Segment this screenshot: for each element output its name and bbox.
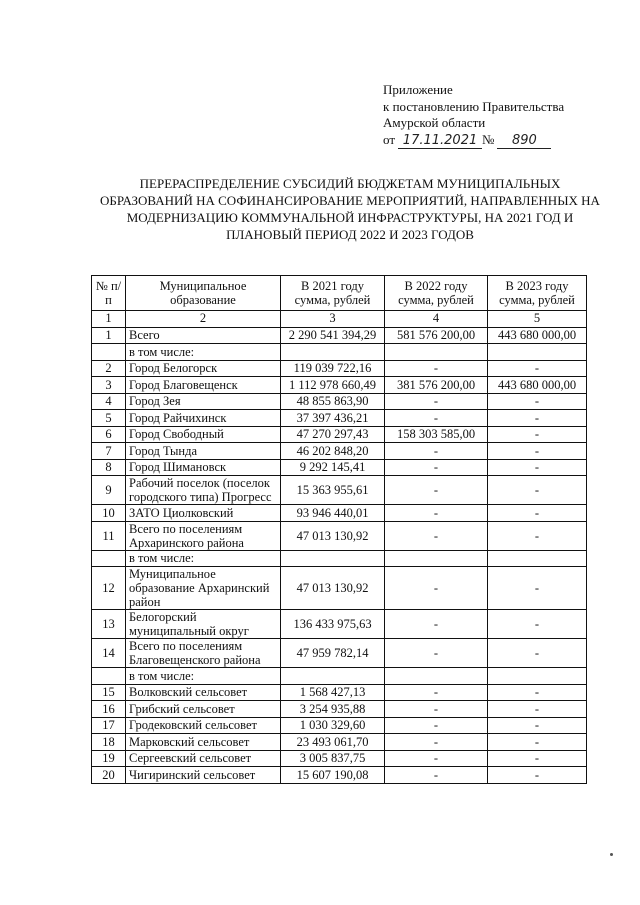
table-row <box>92 639 587 668</box>
municipality-name: Город Тында <box>126 443 281 460</box>
row-number: 10 <box>92 505 126 522</box>
amount-2021: 9 292 145,41 <box>281 459 385 476</box>
table-row <box>92 734 587 751</box>
amount-2021: 1 030 329,60 <box>281 717 385 734</box>
municipality-name: в том числе: <box>126 344 281 361</box>
table-row <box>92 521 587 550</box>
amount-2023: - <box>488 443 587 460</box>
column-index: 3 <box>281 311 385 328</box>
amount-2021: 23 493 061,70 <box>281 734 385 751</box>
amount-2021: 47 013 130,92 <box>281 521 385 550</box>
column-index: 4 <box>385 311 488 328</box>
municipality-name: Чигиринский сельсовет <box>126 767 281 784</box>
amount-2022: - <box>385 701 488 718</box>
municipality-name: Город Свободный <box>126 426 281 443</box>
table-row <box>92 505 587 522</box>
municipality-name: Грибский сельсовет <box>126 701 281 718</box>
row-number: 12 <box>92 567 126 610</box>
appendix-line-2: к постановлению Правительства <box>383 98 565 114</box>
row-number: 5 <box>92 410 126 427</box>
appendix-block <box>383 82 623 149</box>
column-index-row <box>92 311 587 328</box>
amount-2023: - <box>488 750 587 767</box>
amount-2021 <box>281 668 385 685</box>
amount-2023: - <box>488 567 587 610</box>
table-row <box>92 610 587 639</box>
amount-2021: 15 363 955,61 <box>281 476 385 505</box>
table-row <box>92 567 587 610</box>
resolution-signature <box>383 132 623 149</box>
row-number: 19 <box>92 750 126 767</box>
amount-2021: 1 568 427,13 <box>281 684 385 701</box>
amount-2023: - <box>488 393 587 410</box>
table-row <box>92 701 587 718</box>
table-row <box>92 750 587 767</box>
amount-2022: - <box>385 393 488 410</box>
municipality-name: Город Райчихинск <box>126 410 281 427</box>
table-row <box>92 684 587 701</box>
amount-2023: 443 680 000,00 <box>488 377 587 394</box>
amount-2021: 48 855 863,90 <box>281 393 385 410</box>
amount-2022: - <box>385 639 488 668</box>
amount-2023: - <box>488 410 587 427</box>
table-row <box>92 360 587 377</box>
amount-2023: - <box>488 734 587 751</box>
document-title: ПЕРЕРАСПРЕДЕЛЕНИЕ СУБСИДИЙ БЮДЖЕТАМ МУНИЦИПАЛЬНЫХ ОБРАЗОВАНИЙ НА СОФИНАНСИРОВАНИЕ МЕРОПРИЯТИЙ, НАПРАВЛЕННЫХ НА МОДЕРНИЗАЦИЮ КОММУНАЛЬНОЙ ИНФРАСТРУКТУРЫ, НА 2021 ГОД И ПЛАНОВЫЙ ПЕРИОД 2022 И 2023 ГОДОВ <box>100 176 600 242</box>
amount-2023 <box>488 344 587 361</box>
amount-2022: - <box>385 443 488 460</box>
resolution-date: 17.11.2021 <box>398 134 482 149</box>
municipality-name: ЗАТО Циолковский <box>126 505 281 522</box>
amount-2022: - <box>385 521 488 550</box>
municipality-name: Всего <box>126 327 281 344</box>
municipality-name: Муниципальное образование Архаринский район <box>126 567 281 610</box>
amount-2022: 158 303 585,00 <box>385 426 488 443</box>
municipality-name: Всего по поселениям Благовещенского района <box>126 639 281 668</box>
header-no: № п/п <box>92 276 126 311</box>
amount-2021: 3 005 837,75 <box>281 750 385 767</box>
amount-2023: - <box>488 521 587 550</box>
row-number: 7 <box>92 443 126 460</box>
table-row <box>92 476 587 505</box>
amount-2023: - <box>488 717 587 734</box>
amount-2022: - <box>385 734 488 751</box>
row-number: 18 <box>92 734 126 751</box>
municipality-name: в том числе: <box>126 668 281 685</box>
amount-2021: 3 254 935,88 <box>281 701 385 718</box>
amount-2023: - <box>488 684 587 701</box>
row-number: 17 <box>92 717 126 734</box>
subsidy-table <box>91 275 587 784</box>
amount-2022: - <box>385 476 488 505</box>
municipality-name: Город Благовещенск <box>126 377 281 394</box>
header-name: Муниципальное образование <box>126 276 281 311</box>
municipality-name: в том числе: <box>126 550 281 567</box>
row-number: 2 <box>92 360 126 377</box>
from-label: от <box>383 131 396 147</box>
table-row <box>92 410 587 427</box>
amount-2022: 581 576 200,00 <box>385 327 488 344</box>
municipality-name: Белогорский муниципальный округ <box>126 610 281 639</box>
row-number: 4 <box>92 393 126 410</box>
amount-2022: - <box>385 684 488 701</box>
amount-2023: - <box>488 767 587 784</box>
header-2021: В 2021 году сумма, рублей <box>281 276 385 311</box>
amount-2021: 93 946 440,01 <box>281 505 385 522</box>
municipality-name: Всего по поселениям Архаринского района <box>126 521 281 550</box>
scan-artifact <box>610 853 613 856</box>
municipality-name: Город Белогорск <box>126 360 281 377</box>
municipality-name: Гродековский сельсовет <box>126 717 281 734</box>
column-index: 1 <box>92 311 126 328</box>
table-row <box>92 767 587 784</box>
amount-2021: 15 607 190,08 <box>281 767 385 784</box>
amount-2022: 381 576 200,00 <box>385 377 488 394</box>
table-row <box>92 377 587 394</box>
amount-2022: - <box>385 610 488 639</box>
amount-2023: - <box>488 476 587 505</box>
amount-2021: 47 959 782,14 <box>281 639 385 668</box>
amount-2021: 47 013 130,92 <box>281 567 385 610</box>
table-row <box>92 426 587 443</box>
amount-2022 <box>385 668 488 685</box>
appendix-line-1: Приложение <box>383 82 453 97</box>
row-number: 1 <box>92 327 126 344</box>
municipality-name: Марковский сельсовет <box>126 734 281 751</box>
municipality-name: Город Шимановск <box>126 459 281 476</box>
amount-2022: - <box>385 750 488 767</box>
amount-2022: - <box>385 360 488 377</box>
header-2022: В 2022 году сумма, рублей <box>385 276 488 311</box>
number-label: № <box>482 131 495 147</box>
amount-2021: 1 112 978 660,49 <box>281 377 385 394</box>
table-row <box>92 668 587 685</box>
amount-2021: 47 270 297,43 <box>281 426 385 443</box>
amount-2023 <box>488 550 587 567</box>
amount-2023: - <box>488 639 587 668</box>
table-body <box>92 327 587 783</box>
table-row <box>92 393 587 410</box>
amount-2022: - <box>385 505 488 522</box>
column-index: 2 <box>126 311 281 328</box>
municipality-name: Волковский сельсовет <box>126 684 281 701</box>
amount-2021: 2 290 541 394,29 <box>281 327 385 344</box>
row-number <box>92 550 126 567</box>
amount-2023: - <box>488 459 587 476</box>
amount-2021: 119 039 722,16 <box>281 360 385 377</box>
table-row <box>92 327 587 344</box>
resolution-number: 890 <box>497 134 551 149</box>
municipality-name: Рабочий поселок (поселок городского типа) Прогресс <box>126 476 281 505</box>
amount-2022: - <box>385 459 488 476</box>
row-number: 8 <box>92 459 126 476</box>
amount-2021: 46 202 848,20 <box>281 443 385 460</box>
column-index: 5 <box>488 311 587 328</box>
amount-2021 <box>281 344 385 361</box>
amount-2022 <box>385 550 488 567</box>
row-number <box>92 344 126 361</box>
table-row <box>92 443 587 460</box>
row-number: 6 <box>92 426 126 443</box>
row-number: 9 <box>92 476 126 505</box>
row-number: 20 <box>92 767 126 784</box>
amount-2023: 443 680 000,00 <box>488 327 587 344</box>
amount-2023 <box>488 668 587 685</box>
municipality-name: Город Зея <box>126 393 281 410</box>
row-number: 15 <box>92 684 126 701</box>
amount-2023: - <box>488 610 587 639</box>
amount-2021: 136 433 975,63 <box>281 610 385 639</box>
amount-2023: - <box>488 426 587 443</box>
table-row <box>92 550 587 567</box>
table-row <box>92 717 587 734</box>
amount-2022 <box>385 344 488 361</box>
row-number: 13 <box>92 610 126 639</box>
header-2023: В 2023 году сумма, рублей <box>488 276 587 311</box>
row-number: 3 <box>92 377 126 394</box>
amount-2021 <box>281 550 385 567</box>
appendix-line-3: Амурской области <box>383 115 486 130</box>
amount-2022: - <box>385 567 488 610</box>
amount-2023: - <box>488 701 587 718</box>
table-row <box>92 344 587 361</box>
amount-2021: 37 397 436,21 <box>281 410 385 427</box>
amount-2023: - <box>488 360 587 377</box>
row-number: 11 <box>92 521 126 550</box>
row-number: 14 <box>92 639 126 668</box>
municipality-name: Сергеевский сельсовет <box>126 750 281 767</box>
amount-2022: - <box>385 767 488 784</box>
amount-2022: - <box>385 410 488 427</box>
table-row <box>92 459 587 476</box>
amount-2022: - <box>385 717 488 734</box>
amount-2023: - <box>488 505 587 522</box>
table-header-row <box>92 276 587 311</box>
row-number: 16 <box>92 701 126 718</box>
row-number <box>92 668 126 685</box>
